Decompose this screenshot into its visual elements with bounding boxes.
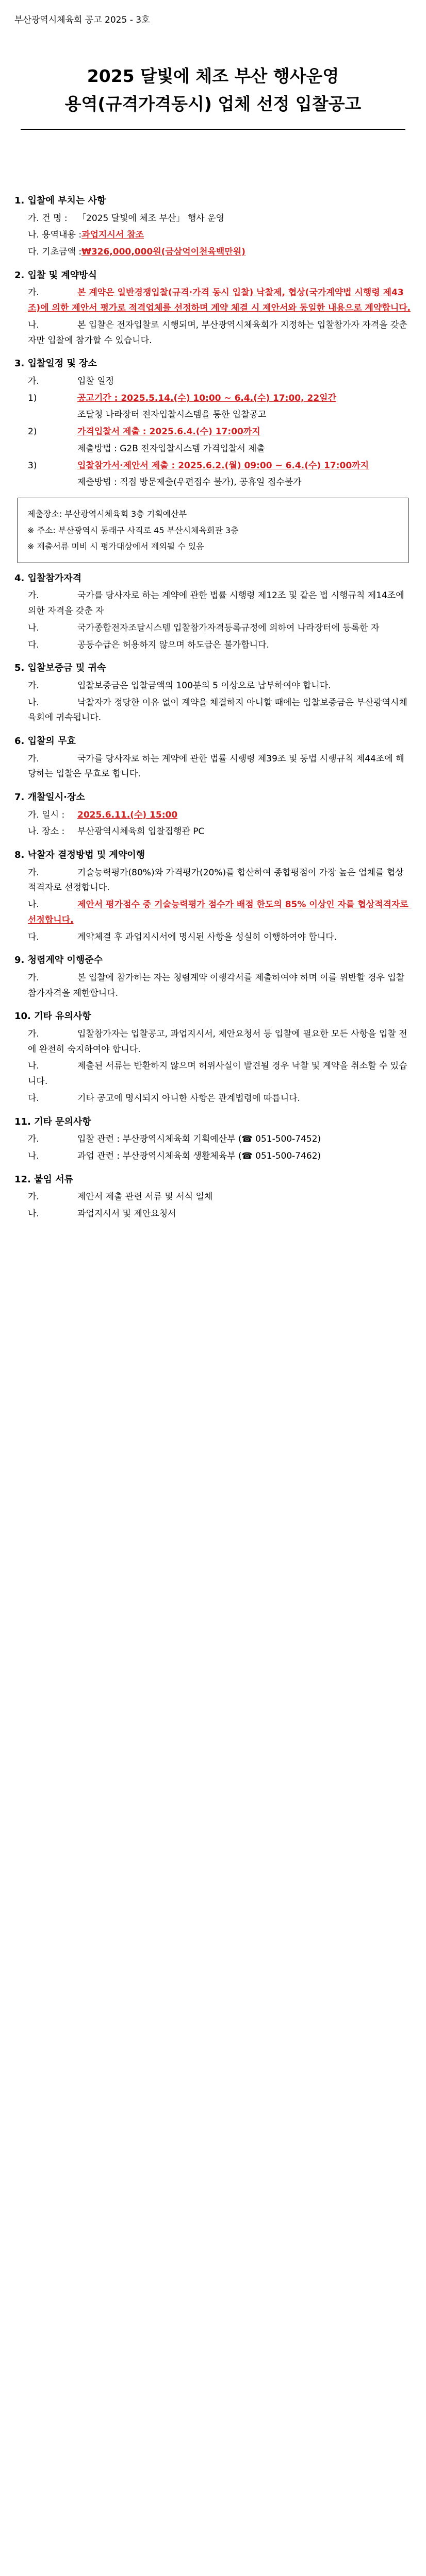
- item-text: ₩326,000,000원(금삼억이천육백만원): [81, 247, 245, 257]
- section-item: [14, 245, 412, 260]
- section-item: [14, 808, 412, 823]
- section-item: [14, 391, 412, 406]
- section-item: [14, 442, 412, 457]
- item-text: 과업지시서 참조: [81, 230, 144, 241]
- item-text: 과업지시서 및 제안요청서: [77, 1208, 176, 1219]
- notice-body: [14, 185, 412, 1227]
- section: [14, 847, 412, 945]
- item-text: 공고기간 : 2025.5.14.(수) 10:00 ~ 6.4.(수) 17:00, 22일간: [77, 393, 337, 403]
- item-label: 가.: [28, 590, 39, 601]
- item-text: 입찰 관련 : 부산광역시체육회 기획예산부 (☎ 051-500-7452): [77, 1134, 321, 1145]
- item-text: 「2025 달빛에 체조 부산」 행사 운영: [77, 213, 224, 224]
- section-item: [14, 1207, 412, 1222]
- section-item: [14, 318, 412, 349]
- section-item: [14, 696, 412, 726]
- item-label: 가. 건 명 :: [28, 213, 68, 224]
- item-text: 기술능력평가(80%)와 가격평가(20%)를 합산하여 종합평점이 가장 높은 업체를 협상적격자로 선정합니다.: [28, 867, 404, 893]
- notice-number: 부산광역시체육회 공고 2025 - 3호: [14, 15, 150, 25]
- item-text: 가격입찰서 제출 : 2025.6.4.(수) 17:00까지: [77, 427, 260, 437]
- section: [14, 1114, 412, 1164]
- section-title: 5. 입찰보증금 및 귀속: [14, 663, 106, 674]
- section-item: [14, 752, 412, 783]
- box-line: ※ 주소: 부산광역시 동래구 사직로 45 부산시체육회관 3층: [27, 525, 239, 535]
- item-text: 입찰참가서·제안서 제출 : 2025.6.2.(월) 09:00 ~ 6.4.(수) 17:00까지: [77, 460, 369, 471]
- section-item: [14, 374, 412, 389]
- section-item: [14, 588, 412, 619]
- section-item: [14, 408, 412, 423]
- item-label: 나.: [28, 1150, 39, 1161]
- item-text: 제출방법 : G2B 전자입찰시스템 가격입찰서 제출: [77, 443, 265, 454]
- section: [14, 193, 412, 260]
- item-label: 가.: [28, 680, 39, 691]
- item-label: 3): [28, 460, 37, 471]
- item-label: 가.: [28, 376, 39, 386]
- item-label: 가.: [28, 1134, 39, 1145]
- section-item: [14, 425, 412, 440]
- title-divider: [21, 129, 405, 130]
- item-text: 기타 공고에 명시되지 아니한 사항은 관계법령에 따릅니다.: [77, 1093, 300, 1104]
- section-item: [14, 228, 412, 243]
- section-title: 6. 입찰의 무효: [14, 736, 76, 747]
- section-title: 8. 낙찰자 결정방법 및 계약이행: [14, 850, 145, 861]
- item-label: 나.: [28, 1061, 39, 1072]
- section: [14, 355, 412, 490]
- item-label: 나.: [28, 697, 39, 708]
- section-item: [14, 1059, 412, 1090]
- section-title: 10. 기타 유의사항: [14, 1011, 91, 1022]
- item-text: 국가종합전자조달시스템 입찰참가자격등록규정에 의하여 나라장터에 등록한 자: [77, 622, 380, 633]
- section-item: [14, 897, 412, 928]
- section-title: 3. 입찰일정 및 장소: [14, 358, 97, 369]
- item-text: 2025.6.11.(수) 15:00: [77, 809, 178, 820]
- item-label: 가.: [28, 972, 39, 983]
- section-item: [14, 971, 412, 1002]
- section-item: [14, 638, 412, 653]
- section-item: [14, 930, 412, 945]
- item-text: 입찰보증금은 입찰금액의 100분의 5 이상으로 납부하여야 합니다.: [77, 680, 331, 691]
- item-label: 가.: [28, 1192, 39, 1202]
- item-text: 공동수급은 허용하지 않으며 하도급은 불가합니다.: [77, 639, 269, 650]
- item-label: 다.: [28, 931, 39, 942]
- item-text: 본 입찰은 전자입찰로 시행되며, 부산광역시체육회가 지정하는 입찰참가자 자격을 갖춘 자만 입찰에 참가할 수 있습니다.: [28, 319, 411, 346]
- section-title: 11. 기타 문의사항: [14, 1116, 91, 1127]
- item-label: 다.: [28, 639, 39, 650]
- item-text: 과업 관련 : 부산광역시체육회 생활체육부 (☎ 051-500-7462): [77, 1150, 321, 1161]
- item-text: 계약체결 후 과업지시서에 명시된 사항을 성실히 이행하여야 합니다.: [77, 931, 337, 942]
- item-label: 나.: [28, 900, 39, 910]
- section: [14, 789, 412, 840]
- section-item: [14, 1091, 412, 1107]
- item-text: 제출방법 : 직접 방문제출(우편접수 불가), 공휴일 접수불가: [77, 477, 302, 488]
- section-title: 7. 개찰일시·장소: [14, 792, 85, 803]
- page-title-line2: 용역(규격가격동시) 업체 선정 입찰공고: [64, 94, 362, 114]
- item-text: 낙찰자가 정당한 이유 없이 계약을 체결하지 아니할 때에는 입찰보증금은 부산광역시체육회에 귀속됩니다.: [28, 697, 407, 723]
- section-title: 4. 입찰참가자격: [14, 572, 81, 584]
- page-title-line1: 2025 달빛에 체조 부산 행사운영: [87, 66, 339, 86]
- section: [14, 660, 412, 726]
- item-label: 가.: [28, 1028, 39, 1039]
- item-text: 본 입찰에 참가하는 자는 청렴계약 이행각서를 제출하여야 하며 이를 위반할 경우 입찰참가자격을 제한합니다.: [28, 972, 405, 998]
- section-item: [14, 1132, 412, 1147]
- item-text: 제안서 제출 관련 서류 및 서식 일체: [77, 1192, 213, 1202]
- item-label: 다. 기초금액 :: [28, 247, 82, 257]
- item-label: 나.: [28, 1208, 39, 1219]
- box-line: 제출장소: 부산광역시체육회 3층 기획예산부: [27, 509, 187, 519]
- section-title: 2. 입찰 및 계약방식: [14, 269, 97, 281]
- item-label: 다.: [28, 1093, 39, 1104]
- item-label: 1): [28, 393, 37, 403]
- section: [14, 570, 412, 653]
- section-title: 1. 입찰에 부치는 사항: [14, 195, 106, 206]
- item-label: 나. 장소 :: [28, 826, 65, 837]
- section: [14, 1008, 412, 1106]
- section-item: [14, 679, 412, 694]
- item-text: 본 계약은 일반경쟁입찰(규격·가격 동시 입찰) 낙찰제, 협상(국가계약법 시행령 제43조)에 의한 제안서 평가로 적격업체를 선정하며 계약 체결 시 제안서와 동일한 내용으로 계약합니다.: [28, 287, 411, 313]
- item-label: 가. 일시 :: [28, 809, 65, 820]
- submission-info-box: [18, 498, 408, 563]
- item-text: 부산광역시체육회 입찰집행관 PC: [77, 826, 205, 837]
- box-line: ※ 제출서류 미비 시 평가대상에서 제외될 수 있음: [27, 541, 204, 552]
- item-text: 입찰참가자는 입찰공고, 과업지시서, 제안요청서 등 입찰에 필요한 모든 사항을 입찰 전에 완전히 숙지하여야 합니다.: [28, 1028, 407, 1055]
- item-text: 국가를 당사자로 하는 계약에 관한 법률 시행령 제12조 및 같은 법 시행규칙 제14조에 의한 자격을 갖춘 자: [28, 590, 407, 617]
- section-title: 12. 붙임 서류: [14, 1174, 73, 1185]
- item-text: 입찰 일정: [77, 376, 114, 386]
- section-item: [14, 1190, 412, 1205]
- item-label: 나.: [28, 319, 39, 330]
- section-item: [14, 1149, 412, 1164]
- section-item: [14, 211, 412, 227]
- item-text: 국가를 당사자로 하는 계약에 관한 법률 시행령 제39조 및 동법 시행규칙 제44조에 해당하는 입찰은 무효로 합니다.: [28, 753, 404, 779]
- item-label: 나. 용역내용 :: [28, 230, 82, 241]
- section-item: [14, 459, 412, 474]
- section-item: [14, 475, 412, 490]
- item-label: 가.: [28, 287, 39, 298]
- section: [14, 267, 412, 349]
- section-item: [14, 621, 412, 636]
- item-label: 가.: [28, 753, 39, 764]
- section: [14, 952, 412, 1001]
- item-text: 제안서 평가점수 중 기술능력평가 점수가 배점 한도의 85% 이상인 자를 협상적격자로 선정합니다.: [28, 900, 412, 925]
- item-label: 가.: [28, 867, 39, 878]
- section-item: [14, 824, 412, 840]
- section-title: 9. 청렴계약 이행준수: [14, 955, 103, 966]
- item-label: 나.: [28, 622, 39, 633]
- section-item: [14, 285, 412, 316]
- item-text: 조달청 나라장터 전자입찰시스템을 통한 입찰공고: [77, 410, 267, 420]
- section-item: [14, 1027, 412, 1058]
- section: [14, 1172, 412, 1222]
- section-item: [14, 866, 412, 896]
- item-text: 제출된 서류는 반환하지 않으며 허위사실이 발견될 경우 낙찰 및 계약을 취소할 수 있습니다.: [28, 1061, 407, 1087]
- item-label: 2): [28, 427, 37, 437]
- section: [14, 733, 412, 782]
